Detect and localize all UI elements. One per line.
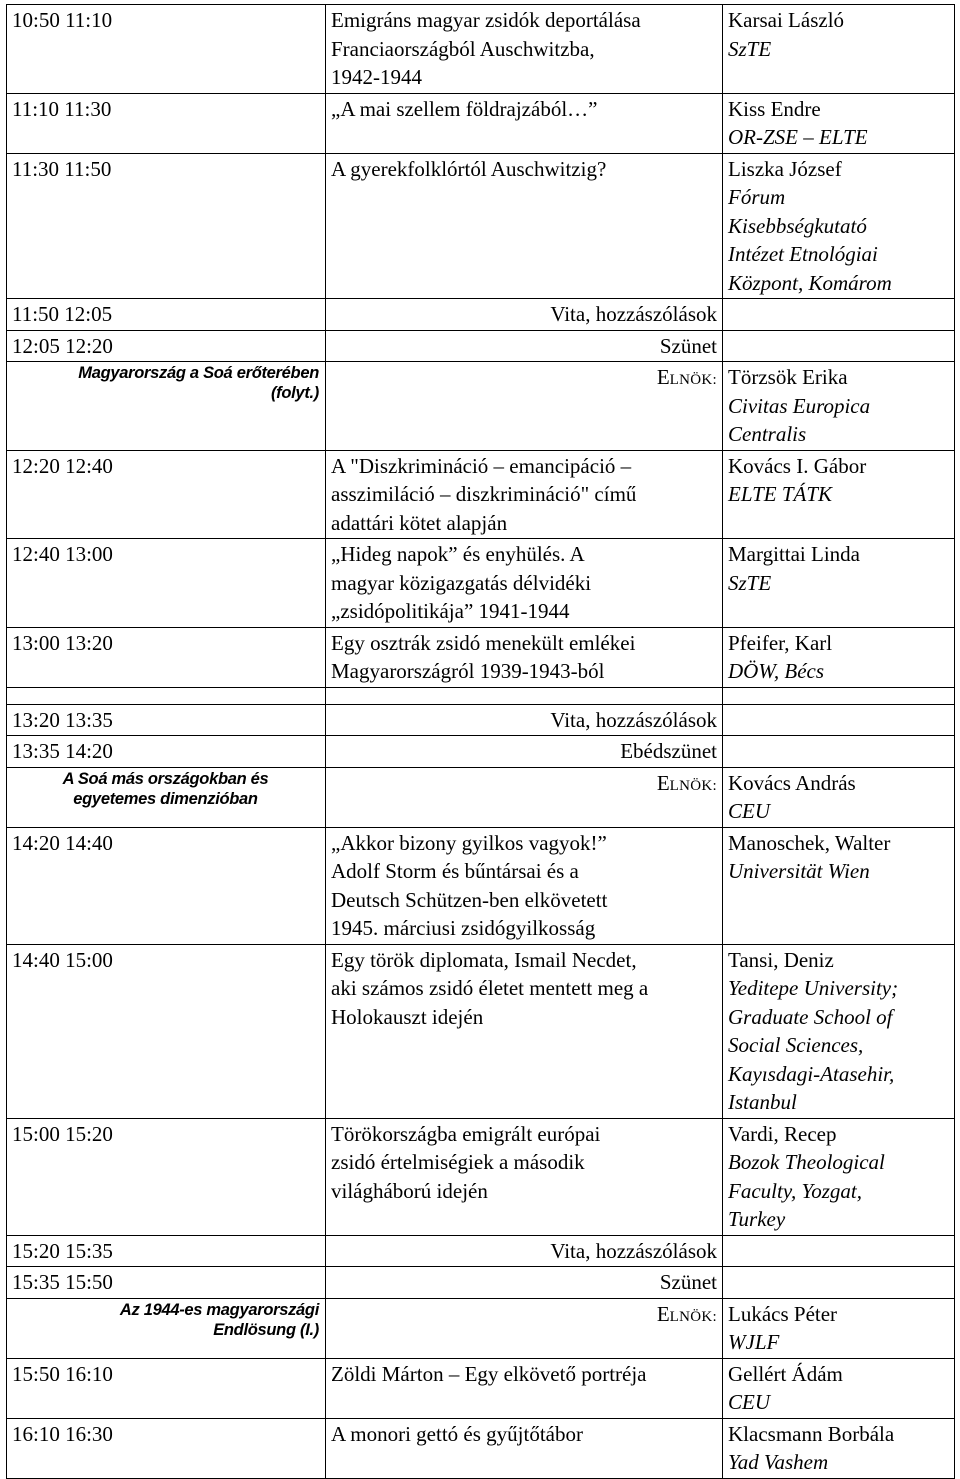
chair-person xyxy=(723,767,955,827)
speaker-name: Manoschek, Walter xyxy=(728,830,891,855)
speaker-affiliation: CEU xyxy=(728,799,770,823)
speaker-name: Liszka József xyxy=(728,156,842,181)
speaker-affiliation: Kisebbségkutató xyxy=(728,213,867,238)
speaker-cell xyxy=(723,153,955,299)
talk-title xyxy=(326,1418,723,1478)
chair-label xyxy=(326,1298,723,1358)
speaker-name: Kovács I. Gábor xyxy=(728,453,867,478)
section-title-line: egyetemes dimenzióban xyxy=(73,789,258,808)
chair-label-rest: LNÖK: xyxy=(669,372,717,388)
speaker-affiliation: SzTE xyxy=(728,570,772,595)
break-row xyxy=(7,1267,955,1299)
time-cell: 13:00 13:20 xyxy=(7,627,326,687)
speaker-affiliation: DÖW, Bécs xyxy=(728,659,825,683)
time-cell: 10:50 11:10 xyxy=(7,5,326,94)
chair-label-initial: E xyxy=(656,365,670,389)
talk-row xyxy=(7,627,955,687)
speaker-cell xyxy=(723,93,955,153)
spacer-cell xyxy=(723,687,955,704)
talk-title xyxy=(326,627,723,687)
time-cell: 13:35 14:20 xyxy=(7,736,326,768)
speaker-affiliation: Civitas Europica xyxy=(728,393,871,418)
spacer-cell xyxy=(7,687,326,704)
chair-label xyxy=(326,767,723,827)
schedule-table xyxy=(6,4,955,1479)
empty-cell xyxy=(723,299,955,331)
talk-title xyxy=(326,450,723,539)
break-label: Szünet xyxy=(326,330,723,362)
talk-row xyxy=(7,827,955,944)
talk-title xyxy=(326,1118,723,1235)
speaker-cell xyxy=(723,539,955,628)
spacer-row xyxy=(7,687,955,704)
talk-title xyxy=(326,827,723,944)
empty-cell xyxy=(723,736,955,768)
section-title xyxy=(7,362,326,451)
break-label: Vita, hozzászólások xyxy=(326,299,723,331)
schedule-body xyxy=(7,5,955,1479)
speaker-affiliation: Kayısdagi-Atasehir, xyxy=(728,1061,895,1086)
talk-title-line: Egy török diplomata, Ismail Necdet, xyxy=(331,947,637,972)
chair-person xyxy=(723,1298,955,1358)
speaker-affiliation: Centralis xyxy=(728,422,807,446)
time-cell: 14:20 14:40 xyxy=(7,827,326,944)
talk-title-line: „Akkor bizony gyilkos vagyok!” xyxy=(331,830,607,855)
talk-title-line: aki számos zsidó életet mentett meg a xyxy=(331,976,649,1000)
talk-title-line: „zsidópolitikája” 1941-1944 xyxy=(331,599,570,623)
speaker-name: Kiss Endre xyxy=(728,96,821,121)
talk-title-line: Egy osztrák zsidó menekült emlékei xyxy=(331,630,636,655)
speaker-affiliation: Yeditepe University; xyxy=(728,976,899,1000)
speaker-name: Törzsök Erika xyxy=(728,365,848,389)
section-header-row xyxy=(7,1298,955,1358)
talk-row xyxy=(7,1418,955,1478)
talk-row xyxy=(7,539,955,628)
time-cell: 11:30 11:50 xyxy=(7,153,326,299)
chair-label-initial: E xyxy=(656,1301,670,1326)
talk-title-line: zsidó értelmiségiek a második xyxy=(331,1150,585,1174)
section-header-row xyxy=(7,362,955,451)
speaker-affiliation: Yad Vashem xyxy=(728,1450,829,1474)
break-row xyxy=(7,704,955,736)
speaker-affiliation: Social Sciences, xyxy=(728,1033,864,1057)
break-row xyxy=(7,330,955,362)
talk-row xyxy=(7,93,955,153)
talk-title-line: magyar közigazgatás délvidéki xyxy=(331,570,592,595)
talk-title xyxy=(326,1358,723,1418)
talk-title-line: Zöldi Márton – Egy elkövető portréja xyxy=(331,1361,647,1386)
speaker-affiliation: Turkey xyxy=(728,1207,786,1231)
talk-title-line: Emigráns magyar zsidók deportálása xyxy=(331,8,641,32)
talk-title xyxy=(326,153,723,299)
time-cell: 11:10 11:30 xyxy=(7,93,326,153)
speaker-affiliation: CEU xyxy=(728,1390,770,1414)
section-title-line: Magyarország a Soá erőterében xyxy=(78,364,319,382)
break-label: Szünet xyxy=(326,1267,723,1299)
talk-title-line: Magyarországról 1939-1943-ból xyxy=(331,659,605,683)
section-title-line: (folyt.) xyxy=(270,384,319,402)
talk-title-line: adattári kötet alapján xyxy=(331,510,508,535)
time-cell: 16:10 16:30 xyxy=(7,1418,326,1478)
speaker-cell xyxy=(723,450,955,539)
talk-row xyxy=(7,1118,955,1235)
talk-title-line: asszimiláció – diszkrimináció" című xyxy=(331,482,637,506)
empty-cell xyxy=(723,330,955,362)
talk-title-line: A monori gettó és gyűjtőtábor xyxy=(331,1421,583,1446)
chair-label-rest: LNÖK: xyxy=(669,777,717,794)
talk-title-line: Deutsch Schützen-ben elkövetett xyxy=(331,887,608,912)
talk-title-line: Holokauszt idején xyxy=(331,1004,484,1029)
talk-row xyxy=(7,5,955,94)
spacer-cell xyxy=(326,687,723,704)
section-title-line: Az 1944-es magyarországi xyxy=(119,1300,319,1319)
break-row xyxy=(7,1235,955,1267)
speaker-name: Lukács Péter xyxy=(728,1301,838,1326)
speaker-affiliation: Universität Wien xyxy=(728,859,870,883)
talk-title-line: A gyerekfolklórtól Auschwitzig? xyxy=(331,156,607,181)
speaker-name: Margittai Linda xyxy=(728,542,860,566)
chair-label xyxy=(326,362,723,451)
speaker-cell xyxy=(723,5,955,94)
talk-title-line: Törökországba emigrált európai xyxy=(331,1121,601,1146)
speaker-affiliation: WJLF xyxy=(728,1330,780,1354)
speaker-affiliation: Faculty, Yozgat, xyxy=(728,1178,862,1203)
talk-row xyxy=(7,944,955,1118)
speaker-affiliation: Graduate School of xyxy=(728,1004,893,1029)
time-cell: 12:20 12:40 xyxy=(7,450,326,539)
time-cell: 15:50 16:10 xyxy=(7,1358,326,1418)
talk-title-line: világháború idején xyxy=(331,1178,488,1203)
talk-title xyxy=(326,93,723,153)
talk-title xyxy=(326,5,723,94)
time-cell: 12:05 12:20 xyxy=(7,330,326,362)
speaker-name: Karsai László xyxy=(728,8,845,32)
chair-label-initial: E xyxy=(656,770,670,795)
section-header-row xyxy=(7,767,955,827)
talk-title-line: „A mai szellem földrajzából…” xyxy=(331,96,598,121)
speaker-affiliation: Központ, Komárom xyxy=(728,270,892,295)
break-row xyxy=(7,299,955,331)
speaker-name: Gellért Ádám xyxy=(728,1361,843,1386)
talk-title-line: 1942-1944 xyxy=(331,65,422,89)
chair-person xyxy=(723,362,955,451)
break-label: Vita, hozzászólások xyxy=(326,1235,723,1267)
speaker-affiliation: Fórum xyxy=(728,185,786,209)
speaker-affiliation: Istanbul xyxy=(728,1090,797,1114)
empty-cell xyxy=(723,704,955,736)
speaker-name: Tansi, Deniz xyxy=(728,947,834,972)
speaker-affiliation: ELTE TÁTK xyxy=(728,482,833,506)
talk-title-line: Adolf Storm és bűntársai és a xyxy=(331,859,579,883)
talk-row xyxy=(7,153,955,299)
empty-cell xyxy=(723,1267,955,1299)
time-cell: 15:35 15:50 xyxy=(7,1267,326,1299)
speaker-name: Vardi, Recep xyxy=(728,1121,837,1146)
speaker-affiliation: OR-ZSE – ELTE xyxy=(728,125,868,149)
empty-cell xyxy=(723,1235,955,1267)
speaker-cell xyxy=(723,827,955,944)
talk-title xyxy=(326,944,723,1118)
talk-title-line: „Hideg napok” és enyhülés. A xyxy=(331,542,585,566)
speaker-cell xyxy=(723,627,955,687)
speaker-cell xyxy=(723,1358,955,1418)
talk-title-line: Franciaországból Auschwitzba, xyxy=(331,36,595,61)
speaker-cell xyxy=(723,1118,955,1235)
section-title xyxy=(7,1298,326,1358)
time-cell: 15:00 15:20 xyxy=(7,1118,326,1235)
time-cell: 12:40 13:00 xyxy=(7,539,326,628)
speaker-name: Kovács András xyxy=(728,770,856,795)
talk-title xyxy=(326,539,723,628)
talk-title-line: 1945. márciusi zsidógyilkosság xyxy=(331,916,596,940)
time-cell: 13:20 13:35 xyxy=(7,704,326,736)
chair-label-rest: LNÖK: xyxy=(669,1308,717,1325)
speaker-name: Pfeifer, Karl xyxy=(728,630,833,655)
speaker-affiliation: Intézet Etnológiai xyxy=(728,242,878,266)
talk-row xyxy=(7,450,955,539)
break-label: Ebédszünet xyxy=(326,736,723,768)
section-title-line: Endlösung (I.) xyxy=(213,1320,319,1339)
speaker-name: Klacsmann Borbála xyxy=(728,1421,895,1446)
speaker-cell xyxy=(723,944,955,1118)
section-title-line: A Soá más országokban és xyxy=(62,769,269,788)
speaker-affiliation: SzTE xyxy=(728,36,772,61)
speaker-affiliation: Bozok Theological xyxy=(728,1150,885,1174)
break-row xyxy=(7,736,955,768)
speaker-cell xyxy=(723,1418,955,1478)
talk-title-line: A "Diszkrimináció – emancipáció – xyxy=(331,453,632,478)
section-title xyxy=(7,767,326,827)
talk-row xyxy=(7,1358,955,1418)
time-cell: 14:40 15:00 xyxy=(7,944,326,1118)
time-cell: 11:50 12:05 xyxy=(7,299,326,331)
break-label: Vita, hozzászólások xyxy=(326,704,723,736)
time-cell: 15:20 15:35 xyxy=(7,1235,326,1267)
